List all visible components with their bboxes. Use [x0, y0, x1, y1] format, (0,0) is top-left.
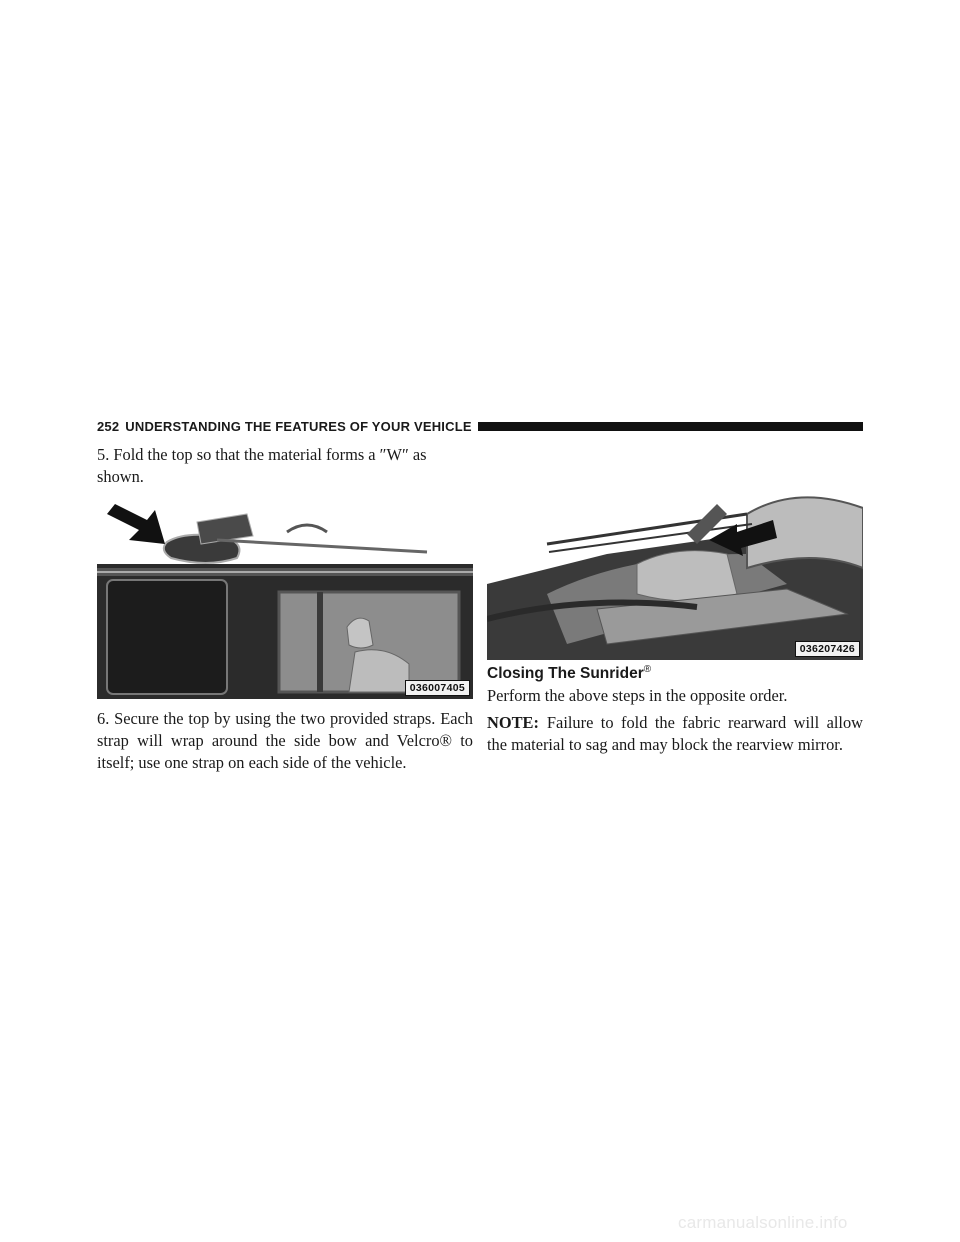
note-body	[487, 712, 863, 756]
step-5-line-1: 5. Fold the top so that the material forms a ″W″ as shown.	[97, 445, 427, 486]
folded-top-illustration	[97, 492, 473, 699]
step-6-paragraph	[97, 708, 473, 774]
section-subheading	[487, 664, 651, 683]
arrow-icon	[107, 504, 165, 544]
header-rule	[478, 422, 863, 431]
figure-fold-rearward	[487, 444, 863, 660]
subheading-text: Closing The Sunrider	[487, 665, 644, 683]
watermark: carmanualsonline.info	[678, 1213, 848, 1232]
page-number: 252	[97, 418, 120, 434]
registered-mark: ®	[643, 664, 652, 675]
note-paragraph	[487, 712, 863, 756]
figure-folded-top	[97, 492, 473, 699]
note-label: NOTE:	[487, 713, 539, 732]
figure-code: 036007405	[405, 680, 470, 696]
fold-rearward-illustration	[487, 444, 863, 660]
figure-code: 036207426	[795, 641, 860, 657]
note-text: Failure to fold the fabric rearward will allow the material to sag and may block the rearview mirror.	[487, 713, 863, 754]
closing-instruction	[487, 685, 863, 707]
step-6-text: 6. Secure the top by using the two provided straps. Each strap will wrap around the side bow and Velcro® to itself; use one strap on each side of the vehicle.	[97, 709, 473, 772]
section-title: UNDERSTANDING THE FEATURES OF YOUR VEHICLE	[125, 418, 472, 434]
page-header	[97, 417, 863, 435]
instruction-text: Perform the above steps in the opposite order.	[487, 686, 788, 705]
